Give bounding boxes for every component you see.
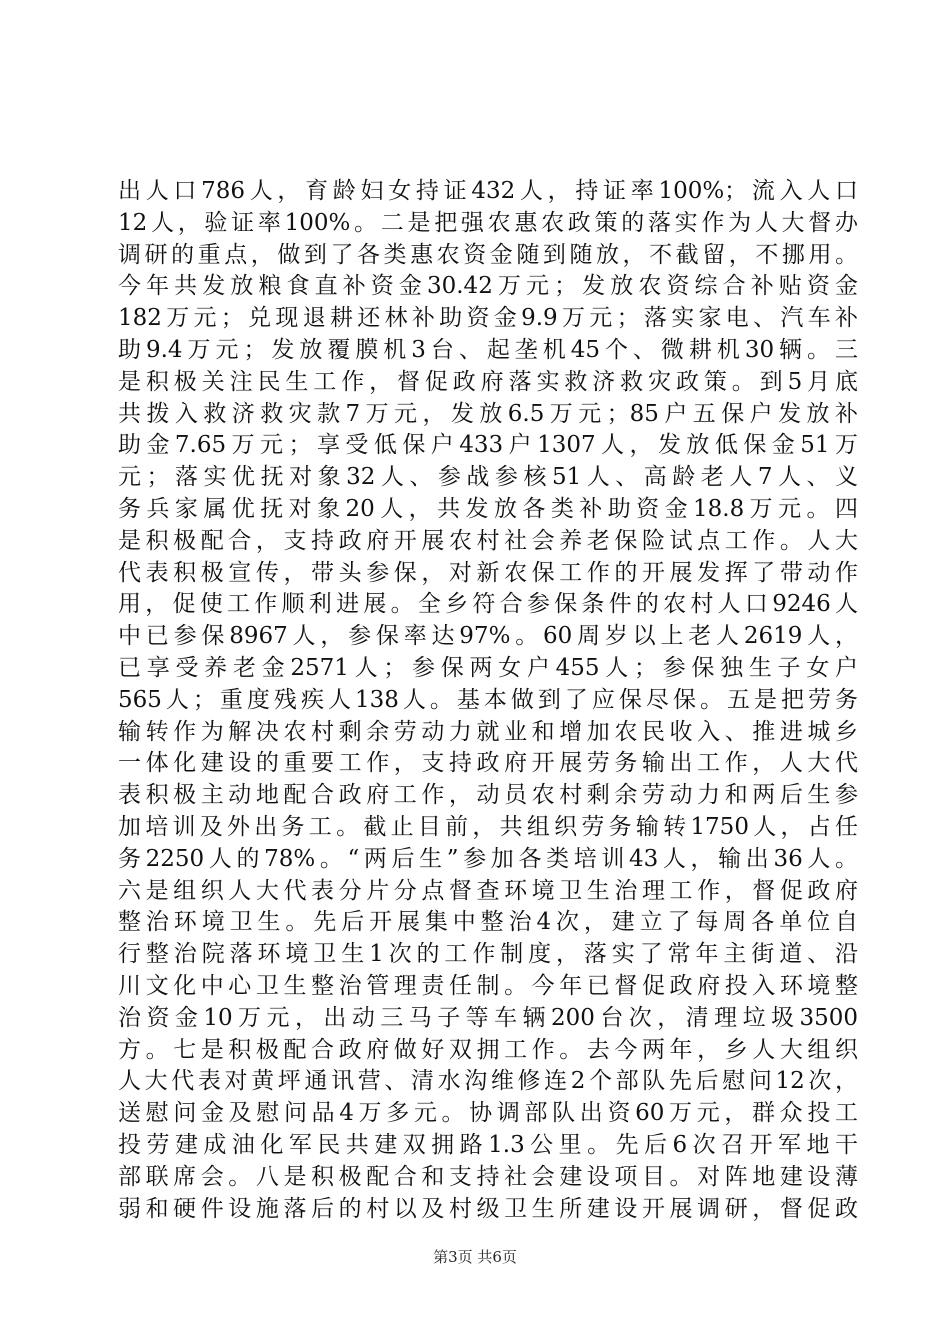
text-line: 已享受养老金2571人；参保两女户455人；参保独生子女户 bbox=[118, 654, 858, 681]
body-text bbox=[118, 176, 858, 1225]
text-line: 182万元；兑现退耕还林补助资金9.9万元；落实家电、汽车补 bbox=[118, 305, 858, 332]
page-footer: 第3页 共6页 bbox=[433, 1248, 517, 1266]
text-line: 用，促使工作顺利进展。全乡符合参保条件的农村人口9246人 bbox=[118, 591, 858, 618]
text-line: 输转作为解决农村剩余劳动力就业和增加农民收入、推进城乡 bbox=[118, 718, 858, 745]
text-line: 今年共发放粮食直补资金30.42万元；发放农资综合补贴资金 bbox=[118, 273, 858, 300]
text-line: 一体化建设的重要工作，支持政府开展劳务输出工作，人大代 bbox=[118, 750, 858, 777]
text-line: 助9.4万元；发放覆膜机3台、起垄机45个、微耕机30辆。三 bbox=[118, 336, 858, 363]
text-line: 人大代表对黄坪通讯营、清水沟维修连2个部队先后慰问12次， bbox=[118, 1068, 858, 1095]
text-line: 方。七是积极配合政府做好双拥工作。去今两年，乡人大组织 bbox=[118, 1036, 858, 1063]
text-line: 川文化中心卫生整治管理责任制。今年已督促政府投入环境整 bbox=[118, 972, 858, 999]
text-line: 调研的重点，做到了各类惠农资金随到随放，不截留，不挪用。 bbox=[118, 241, 858, 268]
text-line: 565人；重度残疾人138人。基本做到了应保尽保。五是把劳务 bbox=[118, 686, 858, 713]
text-line: 是积极配合，支持政府开展农村社会养老保险试点工作。人大 bbox=[118, 527, 858, 554]
text-line: 出人口786人，育龄妇女持证432人，持证率100%；流入人口 bbox=[118, 178, 858, 204]
text-line: 元；落实优抚对象32人、参战参核51人、高龄老人7人、义 bbox=[118, 464, 858, 491]
text-line: 12人，验证率100%。二是把强农惠农政策的落实作为人大督办 bbox=[118, 209, 858, 236]
text-line: 务兵家属优抚对象20人，共发放各类补助资金18.8万元。四 bbox=[118, 495, 858, 522]
text-line: 助金7.65万元；享受低保户433户1307人，发放低保金51万 bbox=[118, 432, 858, 459]
text-line: 六是组织人大代表分片分点督查环境卫生治理工作，督促政府 bbox=[118, 877, 858, 904]
text-line: 加培训及外出务工。截止目前，共组织劳务输转1750人，占任 bbox=[118, 813, 858, 840]
text-line: 共拨入救济救灾款7万元，发放6.5万元；85户五保户发放补 bbox=[118, 400, 858, 427]
text-line: 投劳建成油化军民共建双拥路1.3公里。先后6次召开军地干 bbox=[118, 1131, 858, 1158]
text-line: 表积极主动地配合政府工作，动员农村剩余劳动力和两后生参 bbox=[118, 782, 858, 809]
text-line: 行整治院落环境卫生1次的工作制度，落实了常年主街道、沿 bbox=[118, 941, 858, 968]
text-line: 弱和硬件设施落后的村以及村级卫生所建设开展调研，督促政 bbox=[118, 1195, 858, 1222]
text-line: 务2250人的78%。“两后生”参加各类培训43人，输出36人。 bbox=[118, 845, 858, 872]
text-line: 送慰问金及慰问品4万多元。协调部队出资60万元，群众投工 bbox=[118, 1100, 858, 1127]
text-line: 中已参保8967人，参保率达97%。60周岁以上老人2619人， bbox=[118, 623, 858, 650]
text-line: 是积极关注民生工作，督促政府落实救济救灾政策。到5月底 bbox=[118, 368, 858, 395]
text-line: 治资金10万元，出动三马子等车辆200台次，清理垃圾3500 bbox=[118, 1004, 858, 1031]
text-line: 代表积极宣传，带头参保，对新农保工作的开展发挥了带动作 bbox=[118, 559, 858, 586]
text-line: 部联席会。八是积极配合和支持社会建设项目。对阵地建设薄 bbox=[118, 1163, 858, 1190]
text-line: 整治环境卫生。先后开展集中整治4次，建立了每周各单位自 bbox=[118, 909, 858, 936]
